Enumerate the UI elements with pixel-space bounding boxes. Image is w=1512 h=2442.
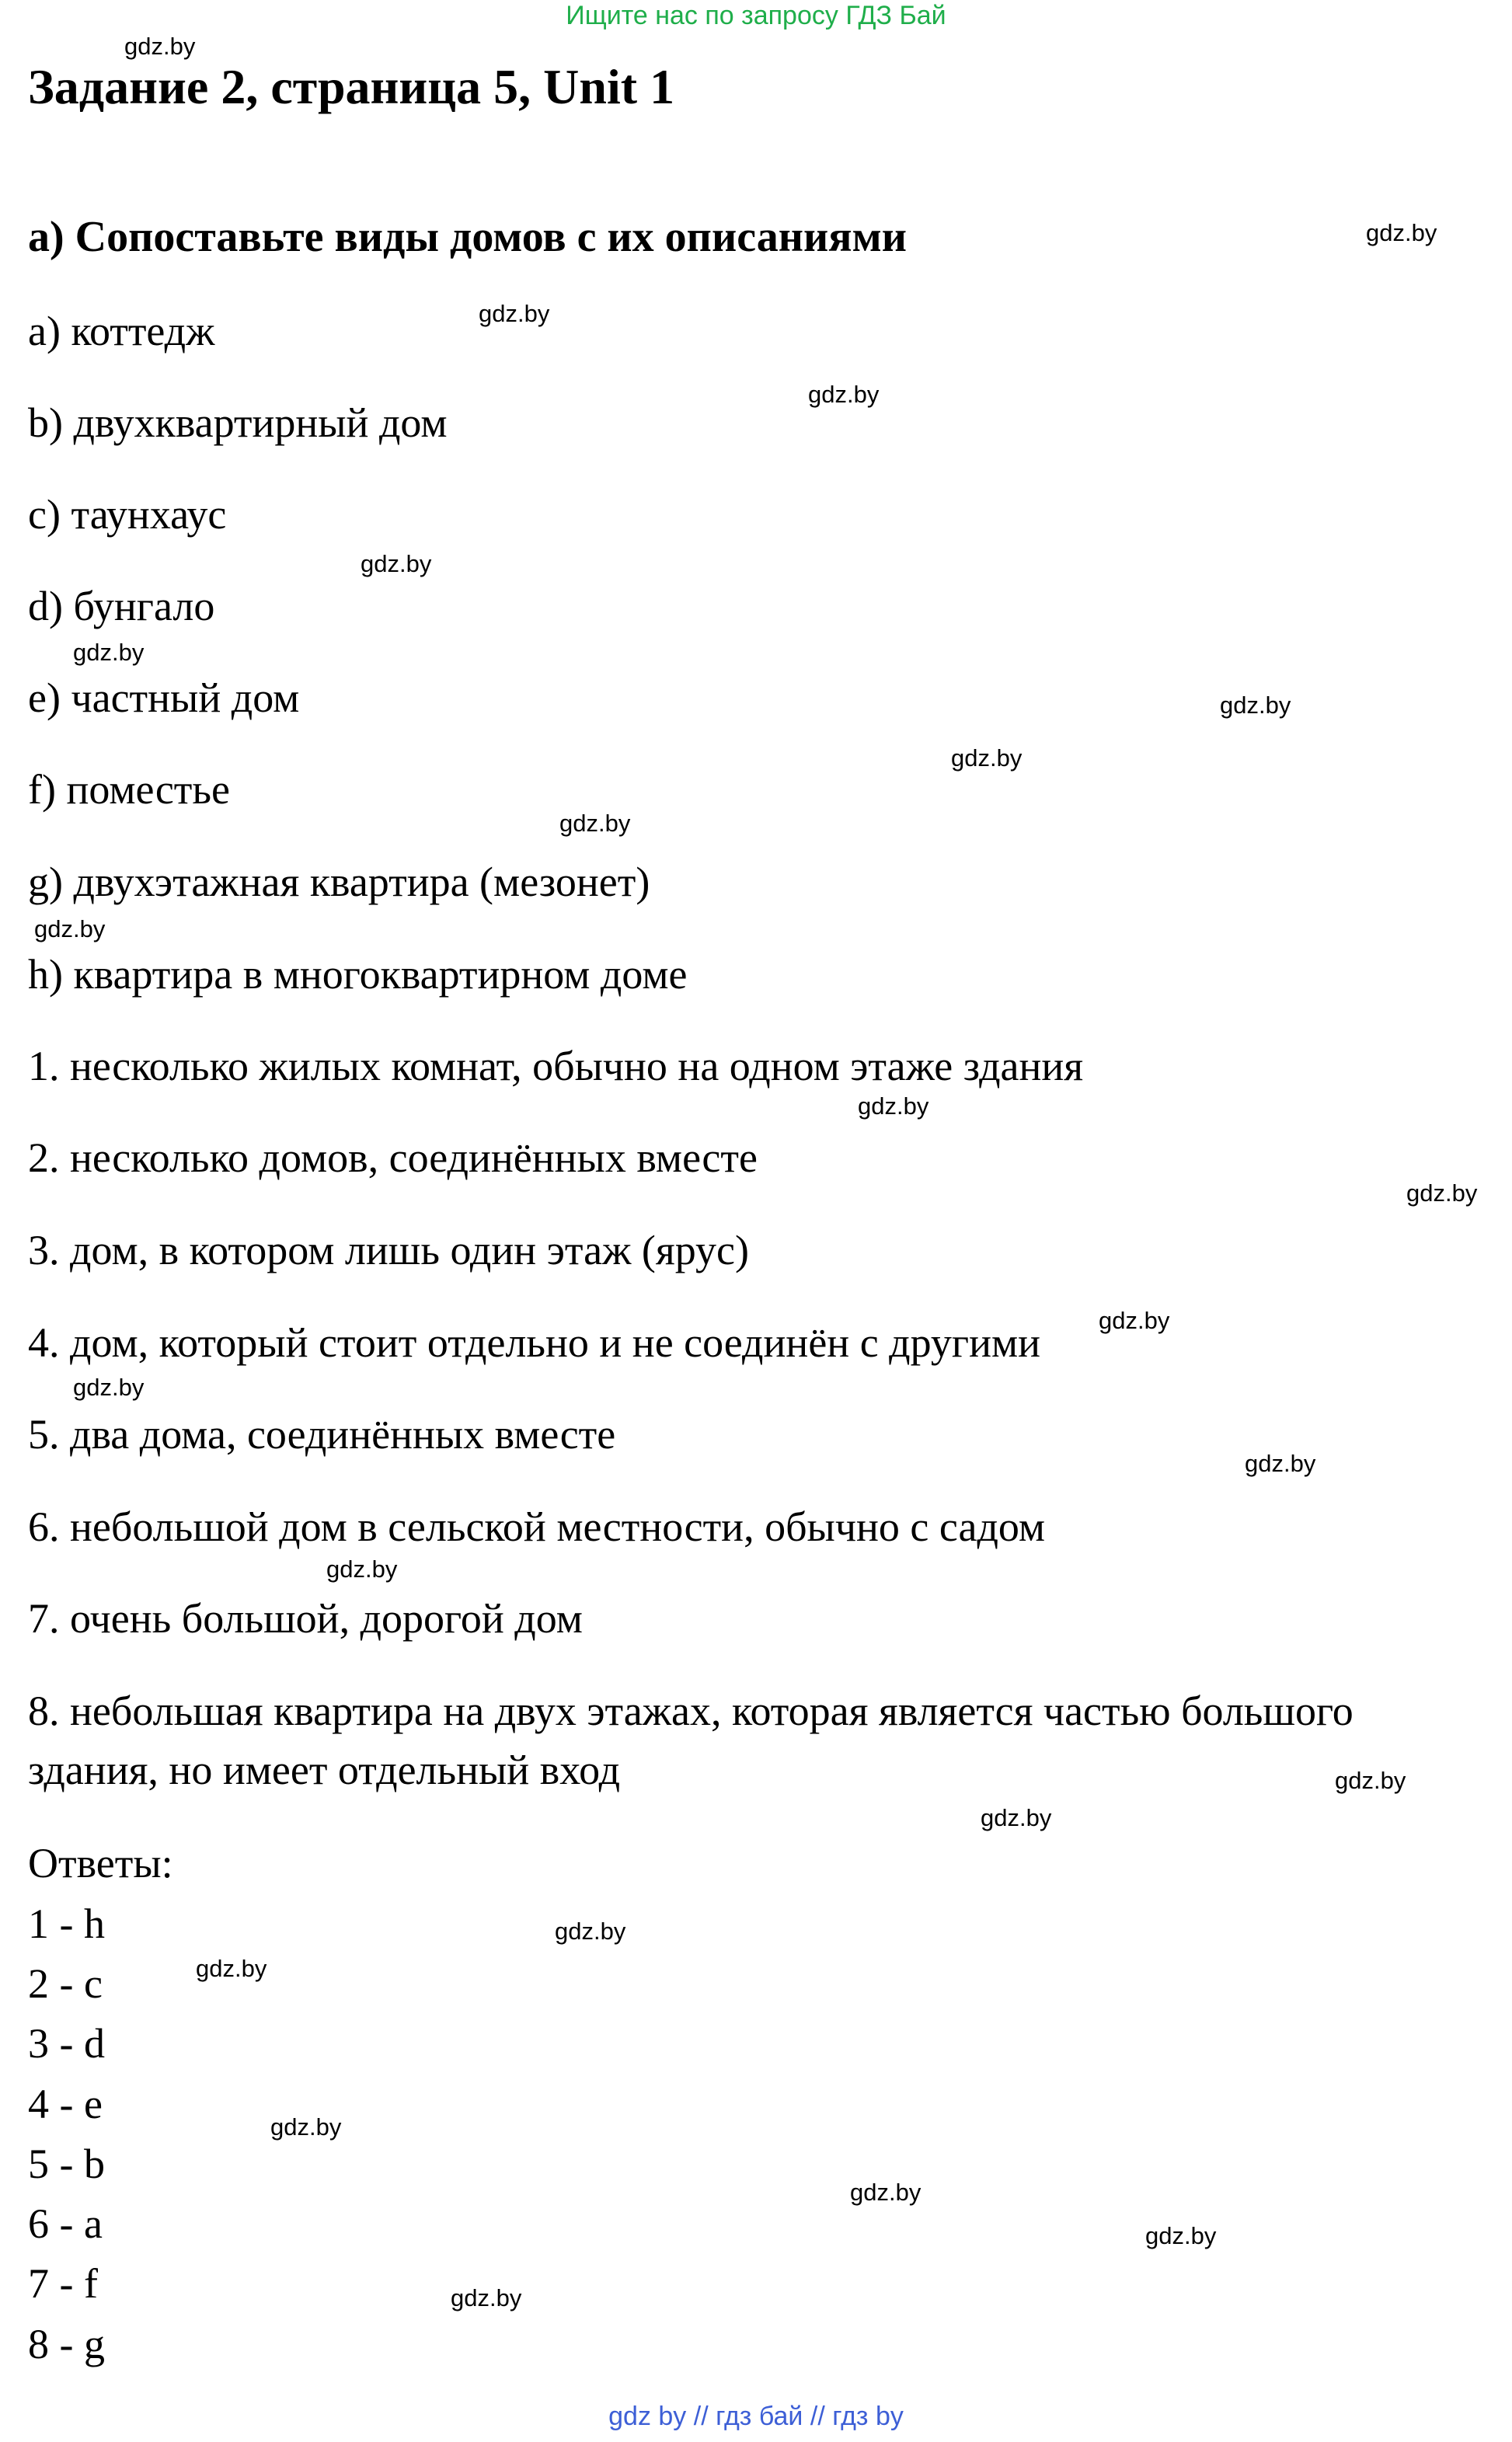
watermark: gdz.by xyxy=(808,381,880,408)
house-type-item: c) таунхаус xyxy=(28,491,227,538)
watermark: gdz.by xyxy=(451,2284,522,2311)
watermark: gdz.by xyxy=(196,1955,267,1982)
answer-item: 3 - d xyxy=(28,2020,105,2067)
watermark: gdz.by xyxy=(1145,2222,1217,2249)
page-title: Задание 2, страница 5, Unit 1 xyxy=(28,59,675,114)
footer-links[interactable]: gdz by // гдз бай // гдз by xyxy=(608,2402,904,2431)
description-item: 8. небольшая квартира на двух этажах, которая является частью большого здания, но имеет отдельный вход xyxy=(28,1688,1353,1793)
house-type-item: a) коттедж xyxy=(28,308,215,354)
description-item: 5. два дома, соединённых вместе xyxy=(28,1411,616,1458)
watermark: gdz.by xyxy=(981,1804,1052,1831)
top-banner[interactable]: Ищите нас по запросу ГДЗ Бай xyxy=(566,1,946,30)
description-item: 6. небольшой дом в сельской местности, обычно с садом xyxy=(28,1503,1046,1550)
watermark: gdz.by xyxy=(858,1092,929,1120)
watermark: gdz.by xyxy=(850,2179,921,2206)
watermark: gdz.by xyxy=(73,1374,145,1401)
watermark: gdz.by xyxy=(326,1555,398,1583)
watermark: gdz.by xyxy=(951,744,1023,772)
answer-item: 8 - g xyxy=(28,2321,105,2367)
answer-item: 1 - h xyxy=(28,1900,105,1947)
answers-label: Ответы: xyxy=(28,1840,173,1886)
answer-item: 7 - f xyxy=(28,2260,98,2307)
watermark: gdz.by xyxy=(555,1918,626,1945)
watermark: gdz.by xyxy=(34,915,106,942)
house-type-item: h) квартира в многоквартирном доме xyxy=(28,951,688,998)
watermark: gdz.by xyxy=(124,33,196,60)
answer-item: 4 - e xyxy=(28,2081,103,2127)
house-type-item: f) поместье xyxy=(28,766,230,813)
house-type-item: b) двухквартирный дом xyxy=(28,399,448,446)
watermark: gdz.by xyxy=(1245,1450,1316,1477)
watermark: gdz.by xyxy=(1099,1307,1170,1334)
answer-item: 6 - a xyxy=(28,2200,103,2247)
watermark: gdz.by xyxy=(559,810,631,837)
description-item: 4. дом, который стоит отдельно и не соединён с другими xyxy=(28,1319,1041,1366)
answer-item: 5 - b xyxy=(28,2141,105,2187)
watermark: gdz.by xyxy=(1335,1767,1406,1794)
watermark: gdz.by xyxy=(1366,219,1437,246)
description-item: 3. дом, в котором лишь один этаж (ярус) xyxy=(28,1227,749,1273)
watermark: gdz.by xyxy=(361,550,432,577)
watermark: gdz.by xyxy=(1406,1179,1478,1207)
description-item: 7. очень большой, дорогой дом xyxy=(28,1595,583,1642)
house-type-item: d) бунгало xyxy=(28,583,215,629)
answer-item: 2 - c xyxy=(28,1960,103,2007)
task-subtitle: a) Сопоставьте виды домов с их описаниями xyxy=(28,213,907,261)
description-item: 2. несколько домов, соединённых вместе xyxy=(28,1134,758,1181)
watermark: gdz.by xyxy=(270,2113,342,2141)
house-type-item: g) двухэтажная квартира (мезонет) xyxy=(28,859,650,905)
watermark: gdz.by xyxy=(1220,691,1291,719)
house-type-item: e) частный дом xyxy=(28,674,300,721)
watermark: gdz.by xyxy=(73,639,145,666)
watermark: gdz.by xyxy=(479,300,550,327)
description-item: 1. несколько жилых комнат, обычно на одном этаже здания xyxy=(28,1043,1084,1089)
